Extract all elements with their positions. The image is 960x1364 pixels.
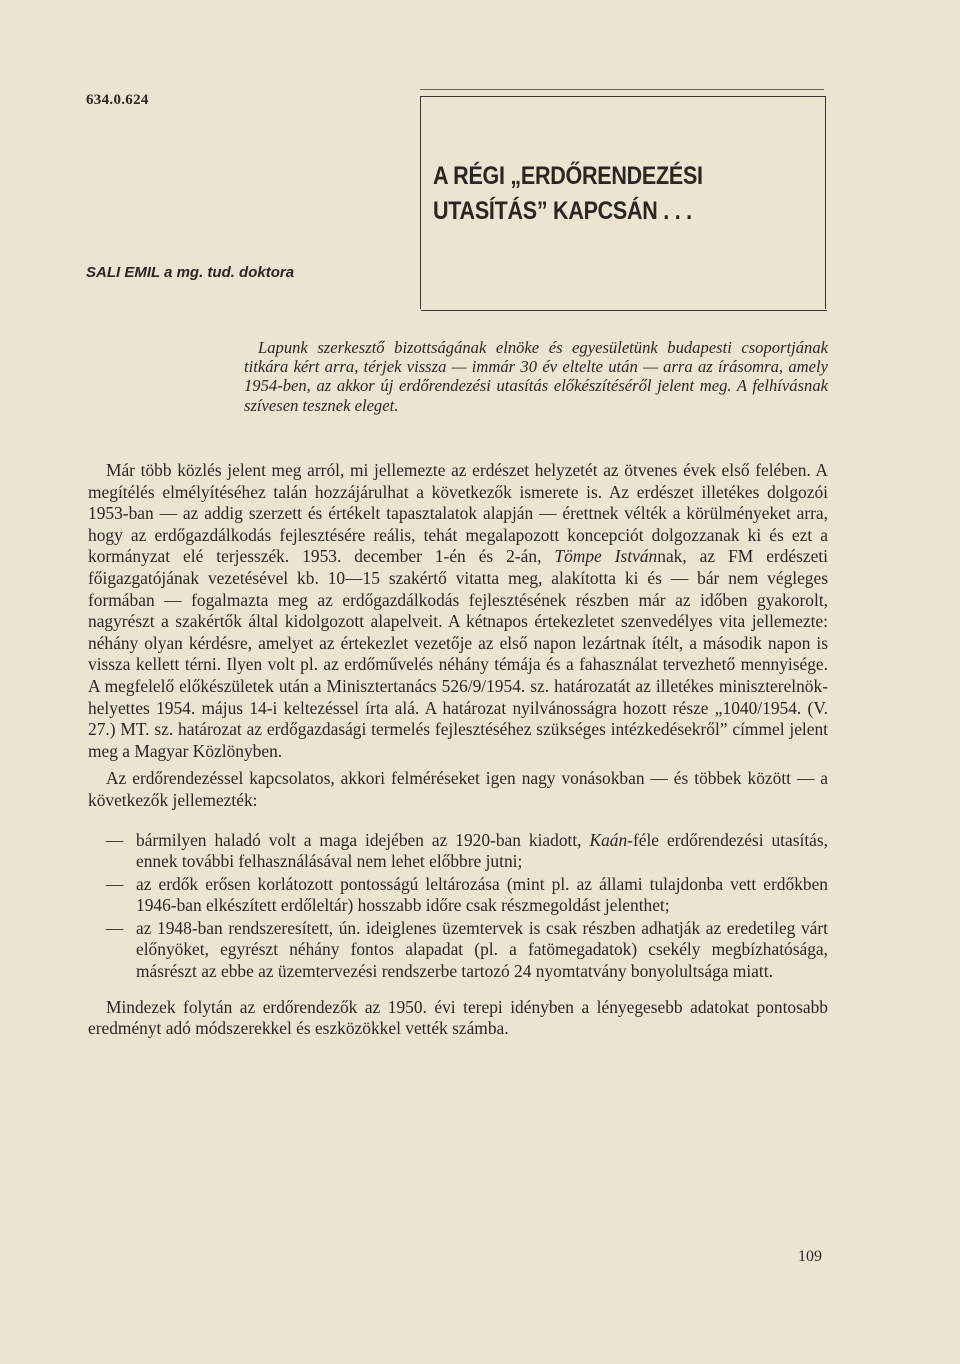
paragraph-1-text: Már több közlés jelent meg arról, mi jellemezte az erdészet helyzetét az ötvenes évek első felében. A megítélés elmélyítéséhez talán hozzájárulhat a következők ismerete is. Az erdészet illetékes dolgozói 1953-ban — az addig szerzett és értékelt tapasztalatok alapján — érettnek vélték a körülményeket arra, hogy az erdőgazdálkodás fejlesztésére reális, tehát megalapozott koncepciót dolgozzanak ki és ezt a kormányzat elé terjesszék. 1953. december 1-én és 2-án, xyxy=(88,460,828,567)
author-line: SALI EMIL a mg. tud. doktora xyxy=(86,264,295,281)
list-dash: — xyxy=(106,917,124,938)
body-paragraph-3: Mindezek folytán az erdőrendezők az 1950. évi terepi idényben a lényegesebb adatokat pontosabb eredményt adó módszerekkel és eszközökkel vették számba. xyxy=(88,996,828,1039)
bullet-list xyxy=(88,830,828,983)
list-item-text: az erdők erősen korlátozott pontosságú leltározása (mint pl. az állami tulajdonba vett erdőkben 1946-ban elkészített erdőleltár) hosszabb időre csak részmegoldást jelenthet; xyxy=(136,873,828,916)
list-item xyxy=(88,918,828,983)
title-box xyxy=(420,96,826,309)
list-item xyxy=(88,830,828,873)
article-title: A RÉGI „ERDŐRENDEZÉSI UTASÍTÁS” KAPCSÁN . . . xyxy=(433,162,703,225)
title-box-top-rule xyxy=(420,89,824,90)
list-dash: — xyxy=(106,873,124,894)
page-code: 634.0.624 xyxy=(86,92,149,108)
lead-paragraph: Lapunk szerkesztő bizottságának elnöke és egyesületünk budapesti csoportjának titkára kért arra, térjek vissza — immár 30 év eltelte után — arra az írásomra, amely 1954-ben, az akkor új erdőrendezési utasítás előkészítéséről jelent meg. A felhívásnak szívesen tesznek eleget. xyxy=(244,338,828,415)
body-paragraph-1 xyxy=(88,460,828,762)
body-paragraph-2: Az erdőrendezéssel kapcsolatos, akkori felméréseket igen nagy vonásokban — és többek között — a következők jellemezték: xyxy=(88,768,828,810)
list-item-text: az 1948-ban rendszeresített, ún. ideiglenes üzemtervek is csak részben adhatják az eredetileg várt előnyöket, egyrészt néhány fontos alapadat (pl. a fatömegadatok) csekély megbízhatósága, másrészt az ebbe az üzemtervezési rendszerbe tartozó 24 nyomtatvány bonyolultsága miatt. xyxy=(136,917,828,982)
list-item-text: bármilyen haladó volt a maga idejében az 1920-ban kiadott, xyxy=(136,829,582,850)
person-name-tompe: Tömpe István xyxy=(554,546,658,567)
article-body xyxy=(88,460,828,1046)
list-item-text-rest: -féle erdőrendezési utasítás, ennek további felhasználásával nem lehet előbbre jutni; xyxy=(136,829,828,872)
list-dash: — xyxy=(106,829,124,850)
paragraph-1-rest: nak, az FM erdészeti főigazgatójának vezetésével kb. 10—15 szakértő vitatta meg, alakította ki és — bár nem végleges formában — fogalmazta meg az erdőgazdálkodás fejlesztésének részben már az időben gyakorolt, nagyrészt a szakértők által kidolgozott alapelveit. A kétnapos értekezletet szenvedélyes vita jellemezte: néhány olyan kérdésre, amelyet az értekezlet vezetője az első napon lezártnak ítélt, a második napon is vissza kellett térni. Ilyen volt pl. az erdőművelés néhány témája és a fahasználat tervezhető mennyisége. A megfelelő előkészületek után a Minisztertanács 526/9/1954. sz. határozatát az illetékes miniszterelnök-helyettes 1954. május 14-i keltezéssel írta alá. A határozat nyilvánosságra hozott része „1040/1954. (V. 27.) MT. sz. határozat az erdőgazdasági termelés fejlesztéséhez szükséges intézkedésekről” címmel jelent meg a Magyar Közlönyben. xyxy=(88,546,828,761)
list-item xyxy=(88,874,828,917)
page-number: 109 xyxy=(798,1248,822,1265)
person-name-kaan: Kaán xyxy=(589,829,628,850)
